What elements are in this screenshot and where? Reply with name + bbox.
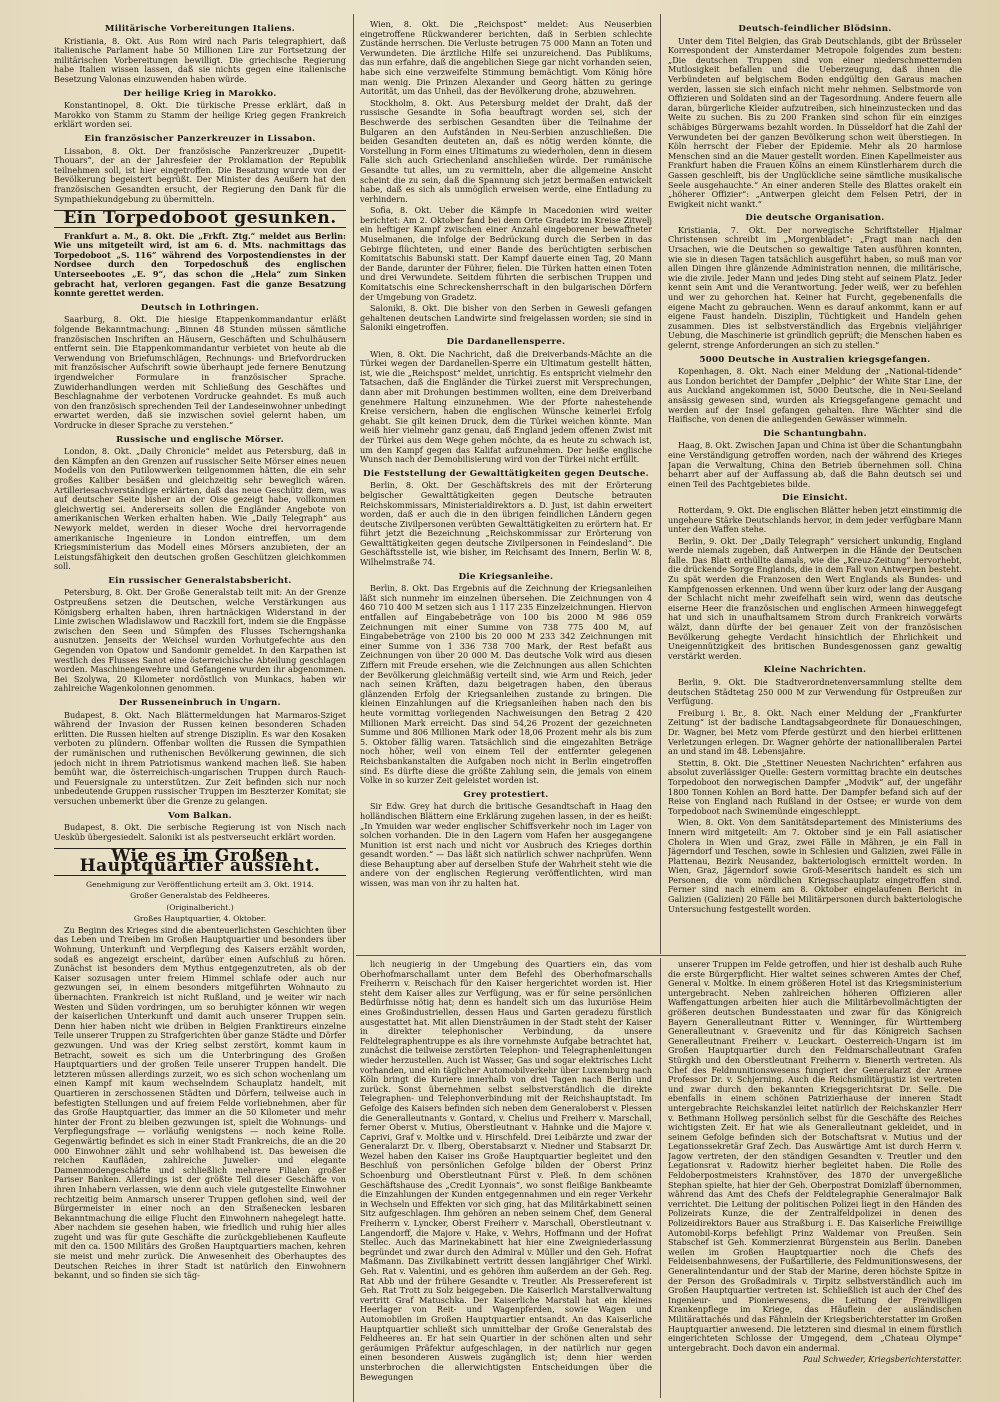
news-wien: Wien, 8. Okt. Von dem Sanitätsdepartement des Ministeriums des Innern wird mitgeteilt: Am 7. Oktober sind je ein Fall asiatischer Cholera in Wien und Graz, zwei Fälle in Mähren, je ein Fall in Jägerndorf und Teschen, sowie in Schlesien und Galizien, zwei Fälle in Plattenau, Bezirk Neusandez, bakteriologisch ermittelt worden. In Wien, Graz, Jägerndorf sowie Groß-Meseritsch handelt es sich um Personen, die vom nördlichen Kriegsschauplatz eingetroffen sind. Ferner sind nach einem am 8. Oktober eingelaufenen Bericht in Galizien (Galizien) 20 Fälle bei Militärpersonen durch bakteriologische Untersuchung festgestellt worden. — [668, 817, 962, 914]
article-generalstab: Petersburg, 8. Okt. Der Große Generalstab teilt mit: An der Grenze Ostpreußens setzen die Deutschen, welche Verstärkungen aus Königsberg erhalten haben, ihren hartnäckigen Widerstand in der Linie zwischen Wladislawow und Raczkill fort, indem sie die Engpässe zwischen den Seen und Sümpfen des Flusses Tscherngshanka ausnutzen. Jenseits der Weichsel wurden Vorhutgefechte aus den Gegenden von Opatow und Sandomir gemeldet. In den Karpathen ist westlich des Flusses Sanot eine österreichische Abteilung geschlagen worden. Maschinengewehre und Gefangene wurden ihr abgenommen. Bei Szolywa, 20 Kilometer nordöstlich von Munkacs, haben wir zahlreiche Wagenkolonnen genommen. — [54, 587, 346, 694]
article-organisation: Kristiania, 7. Okt. Der norwegische Schriftsteller Hjalmar Christensen schreibt im „Morgenbladet“: „Fragt man nach den Ursachen, wie die Deutschen so gewaltige Taten ausführen konnten, wie sie in diesen Tagen tatsächlich ausgeführt haben, so muß man vor allen Dingen ihre glänzende Administration nennen, die militärische, wie die zivile. Jeder Mann und jedes Ding steht auf seinem Platz. Jeder kennt sein Amt und die Verantwortung. Jeder weiß, wer zu befehlen und wer zu gehorchen hat. Keiner hat Furcht, gegebenenfalls die eigene Macht zu gebrauchen. Wenn es darauf ankommt, kann er auf eigene Faust handeln. Disziplin, Tüchtigkeit und Handeln gehen zusammen. Dies ist selbstverständlich das Ergebnis vieljähriger Uebung, die Maschinerie ist gründlich geprüft; die Menschen haben es gelernt, strenge Anforderungen an sich zu stellen.“ — [668, 224, 962, 350]
article-gewalttaetigkeiten: Berlin, 8. Okt. Der Geschäftskreis des mit der Erörterung belgischer Gewalttätigkeiten gegen Deutsche betrauten Reichskommissars, Ministerialdirektors a. D. Just, ist dahin erweitert worden, daß er auch die in den übrigen feindlichen Ländern gegen deutsche Zivilpersonen verübten Gewalttätigkeiten zu erörtern hat. Er führt jetzt die Bezeichnung „Reichskommissar zur Erörterung von Gewalttätigkeiten gegen deutsche Zivilpersonen in Feindesland“. Die Geschäftsstelle ist, wie bisher, im Reichsamt des Innern, Berlin W. 8, Wilhelmstraße 74. — [360, 480, 652, 568]
heading-kleine-nachrichten: Kleine Nachrichten. — [763, 665, 867, 676]
column-1 — [54, 20, 346, 1394]
article-hauptquartier-part1: Zu Beginn des Krieges sind die abenteuerlichsten Geschichten über das Leben und Treiben im Großen Hauptquartier und besonders über Wohnung, Unterkunft und Verpflegung des Kaisers erzählt worden, sodaß es angezeigt erscheint, darüber einen Aufschluß zu hören. Zunächst ist besonders dem Mythus entgegenzutreten, als ob der Kaiser sozusagen unter freiem Himmel schlafe oder auch nur gezwungen sei, in einem besonders mitgeführten Wohnauto zu übernachten. Frankreich ist nicht Rußland, und je weiter wir nach Westen und Süden vordringen, um so beruhigter können wir wegen der kaiserlichen Unterkunft und damit auch unserer Truppen sein. Denn hier haben nicht wie drüben in Belgien Franktireurs einzelne Teile unserer Truppen zu Strafgerichten über ganze Städte und Dörfer gezwungen. Und was der Krieg selbst zerstört, kommt kaum in Betracht, soweit es sich um die Unterbringung des Großen Hauptquartiers und der großen Teile unserer Truppen handelt. Die letzteren müssen allerdings zurzeit, wo es sich schon wochenlang um einen Kampf mit kaum wechselndem Schauplatz handelt, mit Quartieren in zerschossenen Städten und Dörfern, teilweise auch in befestigten Stellungen und auf freiem Felde vorliebnehmen, aber für das Große Hauptquartier, das immer an die 50 Kilometer und mehr hinter der Front zu bleiben gezwungen ist, spielt die Wohnungs- und Verpflegungsfrage — vorläufig wenigstens — noch keine Rolle. Gegenwärtig befindet es sich in einer Stadt Frankreichs, die an die 20 000 Einwohner zählt und sehr wohlhabend ist. Das beweisen die reichen Kaufläden, zahlreiche Juwelier- und elegante Damenmodengeschäfte und schließlich mehrere Filialen großer Pariser Banken. Allerdings ist der größte Teil dieser Geschäfte von ihren Inhabern verlassen, wie denn auch viele gutgestellte Einwohner rechtzeitig beim Anmarsch unserer Truppen geflohen sind, weil der Bürgermeister in einer noch an den Straßenecken lesbaren Bekanntmachung die eilige Flucht den Einwohnern nahegelegt hatte. Aber nachdem sie gesehen haben, wie friedlich und ruhig hier alles zugeht und was für gute Geschäfte die zurückgebliebenen Kaufleute mit den ca. 1500 Militärs des Großen Hauptquartiers machen, kehren sie meist und mehr zurück. Die Anwesenheit des Oberhauptes des Deutschen Reiches in ihrer Stadt ist natürlich den Einwohnern bekannt, und so finden sie sich täg- — [54, 924, 346, 1281]
heading-marokko: Der heilige Krieg in Marokko. — [123, 88, 277, 99]
heading-bloedsinn: Deutsch-feindlicher Blödsinn. — [738, 24, 892, 34]
article-balkan: Budapest, 8. Okt. Die serbische Regierung ist von Nisch nach Uesküb übergesiedelt. Saloniki ist als pestverseucht erklärt worden. — [54, 822, 346, 842]
heading-lissabon: Ein französischer Panzerkreuzer in Lissabon. — [84, 133, 316, 144]
article-italien: Kristiania, 8. Okt. Aus Rom wird nach Paris telegraphiert, daß italienische Parlament habe 50 Millionen Lire zur Fortsetzung der militärischen Vorbereitungen bewilligt. Die griechische Regierung habe Italien wissen lassen, daß sie nichts gegen eine italienische Besetzung Valonas einzuwenden haben würde. — [54, 35, 346, 84]
column-rule-3 — [660, 958, 661, 1398]
article-einsicht-berlin: Berlin, 9. Okt. Der „Daily Telegraph“ versichert unkundig, England werde niemals zugeben, daß Antwerpen in die Hände der Deutschen falle. Das Blatt enthüllte damals, wie die „Kreuz-Zeitung“ hervorhebt, die drückende Sorge Englands, die in dem Fall von Antwerpen besteht. Zu spät werden die Franzosen den Wert Englands als Bundes- und Kampfgenossen erkennen. Und wenn über kurz oder lang der Ausgang der Schlacht nicht mehr zweifelhaft sein wird, wenn das deutsche eiserne Heer die französischen und englischen Armeen hinweggefegt hat und sich in unaufhaltsamem Strom durch Frankreich vorwärts wälzt, dann dürfte der bei genauer Zeit von der französischen Bevölkerung gehegte Verdacht hinsichtlich der Ehrlichkeit und Uneigennützigkeit des britischen Bundesgenossen ganz gewaltig verstärkt werden. — [668, 535, 962, 661]
article-torpedoboot: Frankfurt a. M., 8. Okt. Die „Frkft. Ztg.“ meldet aus Berlin: Wie uns mitgeteilt wird, ist am 6. d. Mts. nachmittags das Torpedoboot „S. 116“ während des Vorpostendienstes in der Nordsee durch den Torpedoschuß des englischen Unterseebootes „E. 9“, das schon die „Hela“ zum Sinken gebracht hat, verloren gegangen. Fast die ganze Besatzung konnte gerettet werden. — [54, 230, 346, 299]
heading-australien: 5000 Deutsche in Australien kriegsgefangen. — [699, 354, 931, 365]
article-lothringen: Saarburg, 8. Okt. Die hiesige Etappenkommandantur erläßt folgende Bekanntmachung: „Binnen 48 Stunden müssen sämtliche französischen Inschriften an Häusern, Geschäften und Schulhäusern entfernt sein. Die Etappenkommandantur verbietet von heute ab die Verwendung von Briefumschlägen, Rechnungs- und Briefvordrucken mit französischer Aufschrift sowie überhaupt jede fernere Benutzung irgendwelcher Formulare in französischer Sprache. Zuwiderhandlungen werden mit Schließung des Geschäftes und Beschlagnahme der verbotenen Vordrucke geahndet. Es muß auch von den französisch sprechenden Teil der Landeseinwohner unbedingt erwartet werden, daß sie inzwischen soviel gelernt haben, um Vordrucke in dieser Sprache zu verstehen.“ — [54, 314, 346, 430]
column-3 — [668, 20, 962, 956]
article-kriegsanleihe: Berlin, 8. Okt. Das Ergebnis auf die Zeichnung der Kriegsanleihen läßt sich nunmehr im einzelnen übersehen. Die Zeichnungen von 4 460 710 400 M setzen sich aus 1 117 235 Einzelzeichnungen. Hiervon entfallen auf Eingabebeträge von 100 bis 2000 M 986 059 Zeichnungen mit einer Summe von 738 775 400 M, auf Eingabebeträge von 2100 bis 20 000 M 233 342 Zeichnungen mit einer Summe von 1 336 738 700 Mark, der Rest befaßt aus Zeichnungen von über 20 000 M. Das deutsche Volk wird aus diesen Ziffern mit Freude ersehen, wie die Zeichnungen aus allen Schichten der Bevölkerung gleichmäßig verteilt sind, wie Arm und Reich, jeder nach seinen Kräften, dazu beigetragen haben, den überaus glänzenden Erfolg der Kriegsanleihen zustande zu bringen. Die kleinen Einzahlungen auf die Kriegsanleihen haben nach den bis heute vormittag vorliegenden Nachweisungen den Betrag 2 420 Millionen Mark erreicht. Das sind 54,26 Prozent der gezeichneten Summe und 806 Millionen Mark oder 18,06 Prozent mehr als bis zum 5. Oktober fällig waren. Tatsächlich sind die eingezahlten Beträge noch höher, weil von einem Teil der entfernter gelegenen Reichsbankanstalten die Aufgaben noch nicht in Berlin eingetroffen sind. Es dürfte diese die größte Zahlung sein, die jemals von einem Volke in so kurzer Zeit geleistet worden ist. — [360, 583, 652, 786]
heading-balkan: Vom Balkan. — [168, 810, 232, 821]
article-dardanellen: Wien, 8. Okt. Die Nachricht, daß die Dreiverbands-Mächte an die Türkei wegen der Dardanellen-Sperre ein Ultimatum gestellt hätten, ist, wie die „Reichspost“ meldet, unrichtig. Es entspricht vielmehr den Tatsachen, daß die Engländer die Türkei zuerst mit Versprechungen, dann aber mit Drohungen bestimmen wollten, eine dem Dreiverband genehmere Haltung einzunehmen. Wie der Pforte nahestehende Kreise versichern, haben die englischen Wünsche keinerlei Erfolg gehabt. Sie gilt keinen Druck, dem die Türkei weichen könnte. Man weiß hier vielmehr ganz genau, daß England jedem offenen Zwist mit der Türkei aus dem Wege gehen möchte, da es heute zu schwach ist, um den Kampf gegen das Kalifat aufzunehmen. Der heiße englische Wunsch nach der Demobilisierung wird von der Türkei nicht erfüllt. — [360, 348, 652, 465]
column-2 — [360, 20, 652, 956]
approval-line: Genehmigung zur Veröffentlichung erteilt am 3. Okt. 1914. — [86, 879, 314, 889]
headline-hauptquartier: Wie es im Großen Hauptquartier aussieht. — [54, 848, 346, 875]
news-freiburg: Freiburg i. Br., 8. Okt. Nach einer Meldung der „Frankfurter Zeitung“ ist der badische Landtagsabgeordnete für Donaueschingen, Dr. Wagner, bei Metz vom Pferde gestürzt und den hierbei erlittenen Verletzungen erlegen. Dr. Wagner gehörte der nationalliberalen Partei an und stand im 48. Lebensjahre. — [668, 707, 962, 757]
heading-kriegsanleihe: Die Kriegsanleihe. — [458, 571, 554, 582]
article-bloedsinn: Unter dem Titel Belgien, das Grab Deutschlands, gibt der Brüsseler Korrespondent der Amsterdamer Metropole folgendes zum besten: „Die deutschen Truppen sind von einer niederschmetternden Mutlosigkeit befallen und die Ueberzeugung, daß ihnen die Verbündeten auf belgischem Boden endgültig den Garaus machen werden, lassen sie sich einfach nicht mehr nehmen. Selbstmorde von Offizieren und Soldaten sind an der Tagesordnung. Andere feuern alle daran, bürgerliche Kleider aufzutreiben, sich hineinzustecken und das Weite zu suchen. Bis zu 200 Franken sind schon für ein einziges schäbiges Bürgerwams bezahlt worden. In Düsseldorf hat die Zahl der Verwundeten bei der ganzen Bevölkerung schon weit überstiegen. In Köln herrscht der Fieber der Epidemie. Mehr als 20 harmlose Menschen sind an die Mauer gestellt worden. Einen Kapellmeister aus Frankfurt haben die Frauen Kölns an einem Künstlerharem durch die Gassen geschleift, bis der Unglückliche seine sämtliche musikalische Seele ausgehauchte.“ An einer anderen Stelle des Blattes orakelt ein „höherer Offizier“: „Antwerpen gleicht dem Felsen Petri, der in Ewigkeit nicht wankt.“ — [668, 35, 962, 209]
article-wien-serbien: Wien, 8. Okt. Die „Reichspost“ meldet: Aus Neuserbien eingetroffene Rückwanderer berichten, daß in Serbien schlechte Zustände herrschen. Die Verluste betrugen 75 000 Mann an Toten und Verwundeten. Die ärztliche Hilfe sei unzureichend. Das Publikums, das nun erfahre, daß die angeblichen Siege gar nicht vorhanden seien, habe sich eine verzweifelte Stimmung bemächtigt. Vom König höre man wenig. Die Prinzen Alexander und Georg hätten zu geringe Autorität, um das Unheil, das der Bevölkerung drohe, abzuwehren. — [360, 20, 652, 97]
article-grey: Sir Edw. Grey hat durch die britische Gesandtschaft in Haag den holländischen Blättern eine Erklärung zugehen lassen, in der es heißt: „In Ymuiden war weder englischer Schiffsverkehr noch im Lager von solchen vorhanden. Die in den Lagern vom Hafen her ausgegangene Munition ist erst nach und nicht vor Ausbruch des Krieges dorthin gesandt worden.“ — Das läßt sich natürlich schwer nachprüfen. Wenn diese Behauptung aber auf derselben Stufe der Wahrheit steht wie die andere von der englischen Regierung veröffentlichten, wird man wissen, was man von ihr zu halten hat. — [360, 801, 652, 889]
article-stockholm: Stockholm, 8. Okt. Aus Petersburg meldet der Draht, daß der russische Gesandte in Sofia beauftragt worden sei, sich der Beschwerde des serbischen Gesandten über die Teilnahme der Bulgaren an den Aufständen in Neu-Serbien anzuschließen. Die beiden Gesandten deuteten an, daß es nötig werden könnte, die Vorstellung in Form eines Ultimatums zu wiederholen, denn in diesem Falle sich auch Griechenland anschließen würde. Der rumänische Gesandte tut alles, um zu vermitteln, aber die allgemeine Ansicht scheint die zu sein, daß die Spannung sich jetzt bermaßen entwickelt habe, daß es sich als unmöglich erweisen werde, eine Entladung zu verhindern. — [360, 97, 652, 204]
author-signature: Paul Schweder, Kriegsberichterstatter. — [802, 1354, 962, 1365]
heading-generalstab: Ein russischer Generalstabsbericht. — [108, 575, 292, 586]
dateline: Großes Hauptquartier, 4. Oktober. — [133, 914, 267, 924]
heading-ungarn: Der Russeneinbruch in Ungarn. — [119, 698, 281, 708]
original-report: (Originalbericht.) — [166, 902, 234, 912]
heading-dardanellen: Die Dardanellensperre. — [446, 337, 566, 347]
heading-moerser: Russische und englische Mörser. — [116, 434, 284, 445]
article-marokko: Konstantinopel, 8. Okt. Die türkische Presse erklärt, daß in Marokko von Stamm zu Stamm der heilige Krieg gegen Frankreich erklärt worden sei. — [54, 100, 346, 130]
column-rule-2 — [660, 14, 661, 954]
heading-italien: Militärische Vorbereitungen Italiens. — [104, 24, 296, 34]
article-saloniki: Saloniki, 8. Okt. Die bisher von den Serben in Gewesli gefangen gehaltenen deutschen Landwirte sind freigelassen worden; sie sind in Saloniki eingetroffen. — [360, 303, 652, 333]
article-hauptquartier-text2: lich neugierig in der Umgebung des Quartiers ein, das vom Oberhofmarschallamt unter dem Befehl des Oberhofmarschalls Freiherrn v. Reischach für den Kaiser hergerichtet worden ist. Hier steht dem Kaiser alles zur Verfügung, was er für seine persönlichen Bedürfnisse nötig hat; denn es handelt sich um das luxuriöse Heim eines Großindustriellen, dessen Haus und Garten geradezu fürstlich ausgestattet hat. Mit allen Diensträumen in der Stadt steht der Kaiser in direkter telephonischer Verbindung, da unsere Feldtelegraphentruppe es als ihre vornehmste Aufgabe betrachtet hat, zunächst die teilweise zerstörten Telephon- und Telegraphenleitungen wieder herzustellen. Auch ist Wasser, Gas und sogar elektrisches Licht vorhanden, und ein täglicher Automobilverkehr über Luxemburg nach Köln bringt die Kuriere innerhalb von drei Tagen nach Berlin und zurück. Sonst übernehmen selbst selbstverständlich die direkte Telegraphen- und Telephonverbindung mit der Reichshauptstadt. Im Gefolge des Kaisers befinden sich neben dem Generaloberst v. Plessen die Generalleutnants v. Gontard, v. Chelius und Freiherr v. Marschall, ferner Oberst v. Mutius, Oberstleutnant v. Hahnke und die Majore v. Caprivi, Graf v. Moltke und v. Hirschfeld. Drei Leibärzte und zwar der Generalarzt Dr. v. Ilberg, Oberstabsarzt v. Niedner und Stabsarzt Dr. Wezel haben den Kaiser ins Große Hauptquartier begleitet und den Beschluß von persönlichen Gefolge bilden der Oberst Prinz Schoenburg und Oberstleutnant Fürst v. Pleß. In dem schönen Geschäftshause des „Credit Lyonnais“, wo sonst fleißige Bankbeamte die Einzahlungen der Kunden entgegennahmen und ein reger Verkehr in Wechseln und Effekten vor sich ging, hat das Militärkabinett seinen Sitz aufgeschlagen. Ihm gehören an neben seinem Chef, dem General Freiherrn v. Lyncker, Oberst Freiherr v. Marschall, Oberstleutnant v. Langendorff, die Majore v. Hake, v. Wehrs, Hoffmann und der Hofrat Stellec. Auch das Marinekabinett hat hier eine Zweigniederlassung begründet und zwar durch den Admiral v. Müller und den Geh. Hofrat Maßmann. Das Zivilkabinett vertritt dessen langjähriger Chef Wirkl. Geh. Rat v. Valentini, und es gehören ihm außerdem an der Geh. Reg. Rat Abb und der frühere Gesandte v. Treutler. Als Pressereferent ist Geh. Rat Trott zu Solz beigegeben. Die Kaiserlich Marstallverwaltung vertritt Graf Matuschka. Der Kaiserliche Marstall hat ein kleines Heerlager von Reit- und Wagenpferden, sowie Wagen und Automobilen im Großen Hauptquartier entsandt. An das Kaiserliche Hauptquartier schließt sich unmittelbar der Große Generalstab des Feldheeres an. Er hat sein Quartier in der schönen alten und sehr geräumigen Präfektur aufgeschlagen, in der natürlich nur gegen einen besonderen Ausweis zugänglich ist; denn hier werden unsterbrochen die allerwichtigsten Entscheidungen über die Bewegungen — [360, 960, 652, 1382]
article-hauptquartier-part2 — [360, 960, 652, 1394]
article-ungarn: Budapest, 8. Okt. Nach Blättermeldungen hat Marmaros-Sziget während der Invasion der Russen keinen besonderen Schaden erlitten. Die Russen hielten auf strenge Disziplin. Es war den Kosaken verboten zu plündern. Offenbar wollten die Russen die Sympathien der rumänischen und ruthenischen Bevölkerung gewinnen, die sich jedoch nicht in ihrem Patriotismus wankend machen ließ. Sie haben bemüht war, die österreichisch-ungarischen Truppen durch Rauch- und Feuersignale zu unterstützen. Zur Zeit befinden sich nur noch unbedeutende Gruppen russischer Truppen im Beszterzer Komitat; sie versuchen unbemerkt über die Grenze zu gelangen. — [54, 709, 346, 806]
heading-gewalttaetigkeiten: Die Feststellung der Gewalttätigkeiten gegen Deutsche. — [363, 468, 649, 479]
heading-schantung: Die Schantungbahn. — [763, 428, 867, 439]
article-moerser: London, 8. Okt. „Daily Chronicle“ meldet aus Petersburg, daß in den Kämpfen an den Grenzen auf russischer Seite Mörser eines neuen Modells von den Putilowwerken teilgenommen hätten, die ein sehr großes Kaliber besäßen und gleichzeitig sehr beweglich wären. Artilleriesachverständige erklärten, daß das neue Geschütz dem, was auf deutscher Seite bisher an der Oise gezeigt habe, vollkommen gleichwertig sei. Andererseits sollen die Engländer Angebote von amerikanischen Werken erhalten haben. Wie „Daily Telegraph“ aus Newyork meldet, werden in dieser Woche drei hervorragende amerikanische Ingenieure in London eintreffen, um dem Kriegsministerium das Modell eines Mörsers anzubieten, der an Leistungsfähigkeit den deutschen großen Geschützen gleichkommen soll. — [54, 446, 346, 572]
article-sofia: Sofia, 8. Okt. Ueber die Kämpfe in Macedonien wird weiter berichtet: Am 2. Oktober fand bei dem Orte Gradetz im Kreise Zitwelj ein heftiger Kampf zwischen einer Anzahl eingeborener bewaffneter Muselmanen, die infolge der Bedrückung durch die Serben in das Gebirge flüchteten, und einer Bande des berüchtigten serbischen Komitatschis Babunski statt. Der Kampf dauerte einen Tag, 20 Mann der Bande, darunter der Führer, fielen. Die Türken hatten einen Toten und drei Verwundete. Seitdem führten die serbischen Truppen und Komitatschis eine Schreckensherrschaft in den bulgarischen Dörfern der Umgebung von Gradetz. — [360, 205, 652, 302]
headline-torpedoboot: Ein Torpedoboot gesunken. — [54, 210, 346, 228]
heading-lothringen: Deutsch in Lothringen. — [140, 302, 260, 313]
heading-einsicht: Die Einsicht. — [782, 493, 848, 504]
column-rule-1 — [353, 14, 354, 1402]
article-hauptquartier-text3: unserer Truppen im Felde getroffen, und hier ist deshalb auch Ruhe die erste Bürgerpflicht. Hier waltet seines schweren Amtes der Chef, General v. Moltke. In einem größeren Hotel ist das Kriegsministerium untergebracht. Neben zahlreichen höheren Offizieren aller Waffengattungen arbeiten hier auch die Militärbevollmächtigten der größeren deutschen Bundesstaaten und zwar für das Königreich Bayern Generalleutnant Ritter v. Wenninger, für Württemberg Generalleutnant v. Graevenitz und für das Königreich Sachsen Generalleutnant Freiherr v. Leuckart. Oesterreich-Ungarn ist im Großen Hauptquartier durch den Feldmarschalleutnant Grafen Stürgkh und den Oberstleutnant Freiherrn v. Bienerth vertreten. Als Chef des Feldmunitionswesens fungiert der Generalarzt der Armee Professor Dr. v. Schjerning. Auch die Reichsmilitärjustiz ist vertreten und zwar durch den bekannten Kriegsgerichtsrat Dr. Selle. Die ebenfalls in einem schönen Patrizierhause der inneren Stadt untergebrachte Reichskanzlei leitet natürlich der Reichskanzler Herr v. Bethmann Hollweg persönlich selbst für die Geschäfte des Reiches wichtigsten Zeit. Er hat wie als Generalleutnant gekleidet, und in seinem Gefolge befinden sich der Botschaftsrat v. Mutius und der Legationssekretär Graf Zech. Das Auswärtige Amt ist durch Herrn v. Jagow vertreten, der den ständigen Gesandten v. Treutler und den Legationsrat v. Radowitz hierher begleitet haben. Die Rolle des Feldoberpostmeisters Krahnstöver, des 1870 der unvergeßliche Stephan spielte, hat hier der Geh. Oberpostrat Domizlaff übernommen, während das Amt des Chefs der Feldtelegraphie Generalmajor Balk verrichtet. Die Leitung der politischen Polizei liegt in den Händen des Polizeirats Kunze, die der Zentralfeldpolizei in denen des Polizeidirektors Bauer aus Straßburg i. E. Das Kaiserliche Freiwillige Automobil-Korps befehligt Prinz Waldemar von Preußen. Sein Stabschef ist Geh. Kommerzienrat Bürgenstein aus Berlin. Daneben weilen im Großen Hauptquartier noch die Chefs des Feldeisenbahnwesens, der Fußartillerie, des Feldmunitionswesens, der Generalintendantur und der Stab der Marine, deren höchste Spitze in der Person des Großadmirals v. Tirpitz selbstverständlich auch im Großen Hauptquartier vertreten ist. Schließlich ist auch der Chef des Ingenieur- und Pionierwesens, die Leitung der Freiwilligen Krankenpflege im Kriege, das Häuflein der ausländischen Militärattachés und das Fähnlein der Kriegsberichterstatter im Großen Hauptquartier anwesend. Die letzteren sind diesmal in einem fürstlich eingerichteten Schlosse der Umgegend, dem „Chateau Olympe“ untergebracht. Doch davon ein andermal. — [668, 960, 962, 1353]
article-schantung: Haag, 8. Okt. Zwischen Japan und China ist über die Schantungbahn eine Verständigung getroffen worden, nach der während des Krieges Japan die Verwaltung, China den Betrieb übernehmen soll. China beharrt aber auf der Auffassung ab, daß die Bahn deutsch sei und einen Teil des Pachtgebietes bilde. — [668, 440, 962, 489]
article-hauptquartier-part3 — [668, 960, 962, 1394]
news-berlin: Berlin, 9. Okt. Die Stadtverordnetenversammlung stellte dem deutschen Städtetag 250 000 M zur Verwendung für Ostpreußen zur Verfügung. — [668, 677, 962, 707]
heading-grey: Grey protestiert. — [463, 789, 549, 800]
article-australien: Kopenhagen, 8. Okt. Nach einer Meldung der „National-tidende“ aus London berichtet der Dampfer „Delphic“ der White Star Line, der aus Auckland angekommen ist, 5000 Deutsche, die in Neu-Seeland ansässig gewesen sind, wurden als Kriegsgefangene gemacht und werden auf der Insel gefangen gehalten. Ihre Wächter sind die Haifische, von denen die anliegenden Gewässer wimmeln. — [668, 366, 962, 425]
approval-authority: Großer Generalstab des Feldheeres. — [130, 891, 270, 901]
news-stettin: Stettin, 8. Okt. Die „Stettiner Neuesten Nachrichten“ erfahren aus absolut zuverlässiger Quelle: Gestern vormittag brachte ein deutsches Torpedoboot den norwegischen Dampfer „Modvik“ auf, der ungefähr 1800 Tonnen Kohlen an Bord hatte. Der Dampfer befand sich auf der Reise von England nach Rußland in der Ostsee; er wurde von dem Torpedoboot nach Swinemünde eingeschleppt. — [668, 757, 962, 816]
article-lissabon: Lissabon, 8. Okt. Der französische Panzerkreuzer „Dupetit-Thouars“, der an der Jahresfeier der Proklamation der Republik teilnehmen soll, ist hier eingetroffen. Die Besatzung wurde von der Bevölkerung begeistert begrüßt. Der Minister des Aeußern hat den französischen Gesandten ersucht, der Regierung den Dank für die Sympathiekundgebung zu übermitteln. — [54, 145, 346, 204]
heading-organisation: Die deutsche Organisation. — [745, 213, 885, 224]
article-einsicht-rotterdam: Rotterdam, 9. Okt. Die englischen Blätter heben jetzt einstimmig die ungeheure Stärke Deutschlands hervor, in dem jeder verfügbare Mann unter den Waffen stehe. — [668, 504, 962, 535]
